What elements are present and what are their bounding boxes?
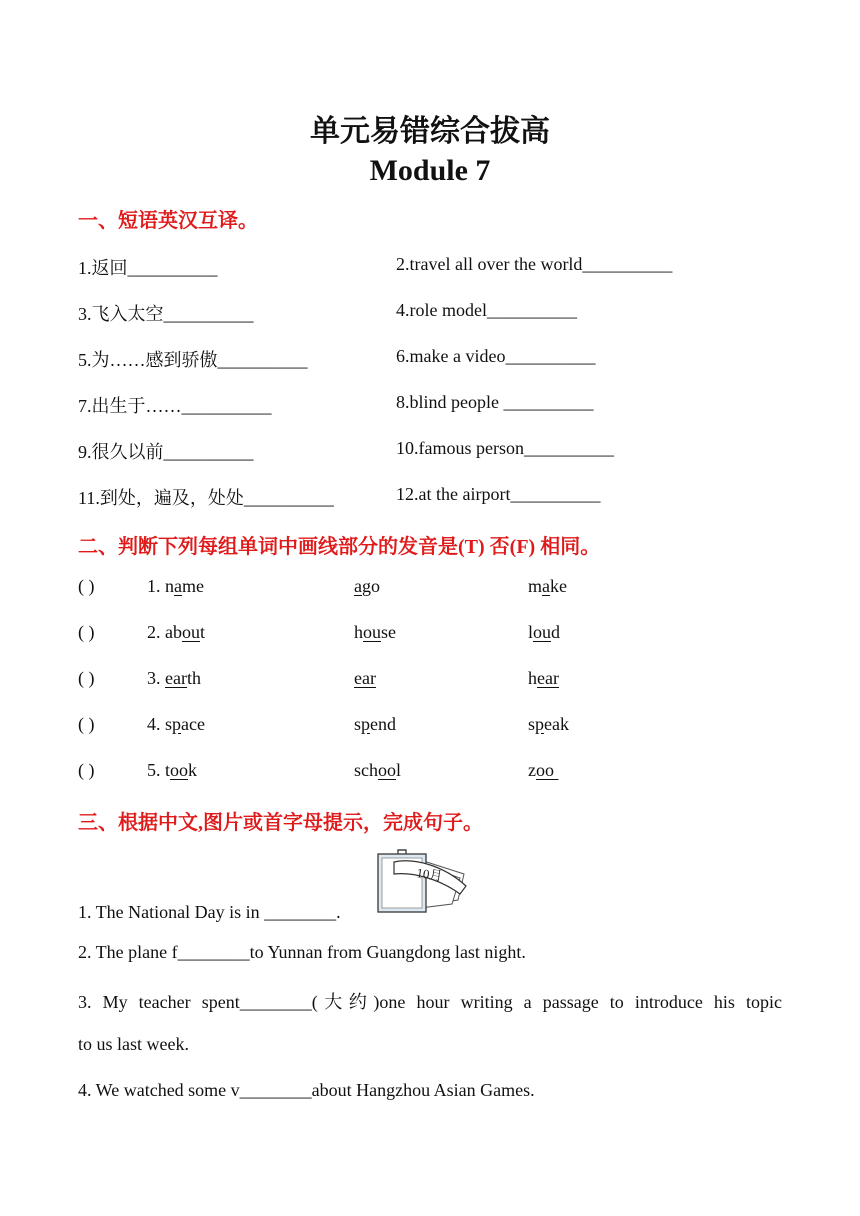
- phrase-item-6: 6.make a video__________: [396, 346, 596, 366]
- sentence-3-line1: 3. My teacher spent________(大约)one hour writing a passage to introduce his topic: [78, 992, 782, 1012]
- phrase-item-2: 2.travel all over the world__________: [396, 254, 673, 274]
- word-c-prefix: s: [528, 714, 536, 734]
- section1-heading: 一、短语英汉互译。: [78, 210, 258, 232]
- phrase-item-4: 4.role model__________: [396, 300, 577, 320]
- answer-bracket[interactable]: ( ): [78, 576, 95, 596]
- word-b-suffix: go: [362, 576, 380, 596]
- word-a-prefix: t: [165, 760, 171, 780]
- calendar-label: 10月: [415, 865, 444, 884]
- word-b-underlined: a: [354, 576, 362, 596]
- answer-bracket[interactable]: ( ): [78, 760, 95, 780]
- word-a-suffix: t: [200, 622, 206, 642]
- word-c: [528, 576, 567, 597]
- word-c: [528, 622, 560, 643]
- word-b: [354, 622, 396, 643]
- word-b-underlined: p: [361, 714, 371, 734]
- section2-heading: 二、判断下列每组单词中画线部分的发音是(T) 否(F) 相同。: [78, 536, 601, 558]
- word-group-row: [147, 760, 197, 781]
- word-c: [528, 714, 569, 735]
- word-b: [354, 576, 380, 597]
- phrase-item-7: 7.出生于……__________: [78, 396, 272, 416]
- word-b: [354, 668, 376, 689]
- answer-bracket[interactable]: ( ): [78, 622, 95, 642]
- word-a-prefix: ab: [165, 622, 182, 642]
- word-b-suffix: se: [381, 622, 396, 642]
- answer-bracket[interactable]: ( ): [78, 714, 95, 734]
- word-a-suffix: ace: [181, 714, 205, 734]
- word-group-row: [147, 714, 205, 735]
- word-a-prefix: n: [165, 576, 174, 596]
- word-c-prefix: z: [528, 760, 536, 780]
- phrase-item-12: 12.at the airport__________: [396, 484, 601, 504]
- phrase-item-10: 10.famous person__________: [396, 438, 614, 458]
- word-c-suffix: ke: [550, 576, 568, 596]
- word-b-suffix: l: [396, 760, 402, 780]
- word-a-suffix: me: [182, 576, 204, 596]
- word-c-prefix: m: [528, 576, 543, 596]
- word-a-suffix: k: [188, 760, 198, 780]
- word-a-underlined: oo: [170, 760, 189, 780]
- phrase-item-11: 11.到处，遍及，处处__________: [78, 488, 334, 508]
- word-a-prefix: s: [165, 714, 173, 734]
- sentence-1: 1. The National Day is in ________.: [78, 902, 341, 922]
- answer-bracket[interactable]: ( ): [78, 668, 95, 688]
- word-c-prefix: h: [528, 668, 537, 688]
- word-c-underlined: ear: [537, 668, 559, 688]
- word-a-underlined: p: [172, 714, 182, 734]
- word-b: [354, 760, 401, 781]
- word-c-underlined: a: [542, 576, 551, 596]
- word-a-underlined: ou: [182, 622, 200, 642]
- word-group-row: [147, 622, 205, 643]
- word-c-underlined: oo: [536, 760, 559, 780]
- row-number: 4.: [147, 714, 161, 734]
- phrase-item-9: 9.很久以前__________: [78, 442, 254, 462]
- page-subtitle: Module 7: [369, 154, 491, 187]
- phrase-item-5: 5.为……感到骄傲__________: [78, 350, 308, 370]
- word-b-suffix: end: [370, 714, 397, 734]
- word-b-underlined: oo: [378, 760, 396, 780]
- phrase-item-1: 1.返回__________: [78, 258, 218, 278]
- word-c-prefix: l: [528, 622, 534, 642]
- row-number: 5.: [147, 760, 161, 780]
- word-group-row: [147, 668, 201, 689]
- word-c: [528, 668, 559, 689]
- word-b-prefix: h: [354, 622, 363, 642]
- row-number: 2.: [147, 622, 161, 642]
- phrase-item-8: 8.blind people __________: [396, 392, 594, 412]
- sentence-2: 2. The plane f________to Yunnan from Guangdong last night.: [78, 942, 526, 962]
- word-b-underlined: ou: [363, 622, 381, 642]
- word-c-suffix: d: [551, 622, 561, 642]
- word-b-underlined: ear: [354, 668, 376, 688]
- word-a-underlined: ear: [165, 668, 187, 688]
- phrase-item-3: 3.飞入太空__________: [78, 304, 254, 324]
- word-group-row: [147, 576, 204, 597]
- section3-heading: 三、根据中文,图片或首字母提示，完成句子。: [78, 812, 483, 834]
- word-c: [528, 760, 559, 781]
- word-b: [354, 714, 396, 735]
- word-c-underlined: ou: [533, 622, 552, 642]
- calendar-icon: [368, 848, 470, 914]
- word-c-suffix: eak: [544, 714, 569, 734]
- word-b-prefix: sch: [354, 760, 378, 780]
- word-a-underlined: a: [174, 576, 182, 596]
- page-title: 单元易错综合拔高: [310, 115, 550, 148]
- word-b-prefix: s: [354, 714, 362, 734]
- word-a-suffix: th: [186, 668, 201, 688]
- row-number: 1.: [147, 576, 161, 596]
- sentence-4: 4. We watched some v________about Hangzhou Asian Games.: [78, 1080, 535, 1100]
- row-number: 3.: [147, 668, 161, 688]
- sentence-3-line2: to us last week.: [78, 1034, 189, 1054]
- word-c-underlined: p: [535, 714, 545, 734]
